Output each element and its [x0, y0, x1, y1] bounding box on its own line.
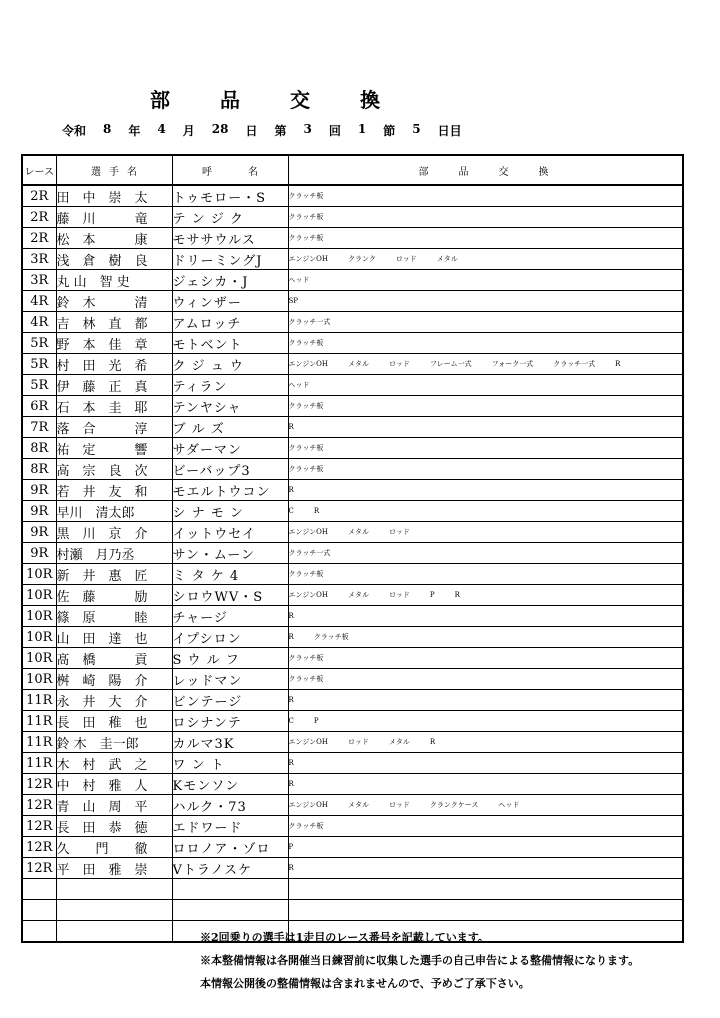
part-item: R — [288, 696, 294, 704]
rider-nickname: トゥモロー・S — [172, 185, 288, 207]
parts-cell — [288, 690, 683, 711]
header-char: 選 — [91, 166, 101, 178]
rider-nickname: サダーマン — [172, 438, 288, 459]
race-cell: 12R — [22, 858, 56, 879]
rider-name: 髙 橋 貢 — [56, 648, 172, 669]
parts-cell — [288, 753, 683, 774]
race-cell: 4R — [22, 291, 56, 312]
rider-name: 田 中 崇 太 — [56, 185, 172, 207]
table-row — [22, 480, 683, 501]
rider-name: 鈴 木 清 — [56, 291, 172, 312]
rider-name: 伊 藤 正 真 — [56, 375, 172, 396]
table-row — [22, 795, 683, 816]
header-char: 部 — [418, 166, 429, 178]
parts-cell — [288, 543, 683, 564]
table-header — [22, 155, 683, 185]
part-item: クラッチ板 — [288, 822, 324, 830]
parts-cell — [288, 606, 683, 627]
race-cell: 4R — [22, 312, 56, 333]
rider-nickname: モトベント — [172, 333, 288, 354]
rider-name: 久 門 徹 — [56, 837, 172, 858]
empty-cell — [22, 921, 56, 943]
part-item: クラッチ板 — [288, 234, 324, 242]
header-char: 名 — [127, 166, 137, 178]
part-item: R — [288, 612, 294, 620]
parts-cell — [288, 312, 683, 333]
rider-nickname: Vトラノスケ — [172, 858, 288, 879]
table-row — [22, 711, 683, 732]
rider-nickname: ジェシカ・J — [172, 270, 288, 291]
rider-name: 野 本 佳 章 — [56, 333, 172, 354]
rider-name: 鈴 木 圭一郎 — [56, 732, 172, 753]
empty-cell — [22, 879, 56, 900]
header-char: 呼 — [202, 166, 212, 178]
race-cell: 10R — [22, 585, 56, 606]
rider-nickname: レッドマン — [172, 669, 288, 690]
table-row — [22, 585, 683, 606]
part-item: R — [288, 486, 294, 494]
rider-nickname: シロウWV・S — [172, 585, 288, 606]
note-1: ※2回乗りの選手は1走目のレース番号を記載しています。 — [200, 931, 489, 944]
date-part: 8 — [103, 122, 112, 136]
rider-name: 長 田 恭 徳 — [56, 816, 172, 837]
parts-cell — [288, 711, 683, 732]
parts-cell — [288, 207, 683, 228]
table-row — [22, 816, 683, 837]
rider-name: 長 田 稚 也 — [56, 711, 172, 732]
parts-cell — [288, 732, 683, 753]
part-item: P — [429, 591, 435, 599]
header-name — [56, 155, 172, 185]
race-cell: 12R — [22, 837, 56, 858]
table-row — [22, 417, 683, 438]
part-item: R — [288, 759, 294, 767]
part-item: P — [288, 843, 294, 851]
parts-cell — [288, 501, 683, 522]
part-item: クラッチ板 — [288, 465, 324, 473]
title-char: 換 — [360, 88, 380, 112]
part-item: クラッチ板 — [288, 402, 324, 410]
race-cell: 6R — [22, 396, 56, 417]
table-row — [22, 774, 683, 795]
race-cell: 9R — [22, 501, 56, 522]
table-row — [22, 690, 683, 711]
parts-cell — [288, 480, 683, 501]
part-item: P — [313, 717, 319, 725]
part-item: エンジンOH — [288, 360, 328, 368]
parts-cell — [288, 185, 683, 207]
empty-cell — [56, 900, 172, 921]
rider-nickname: ワ ン ト — [172, 753, 288, 774]
part-item: クラッチ板 — [288, 192, 324, 200]
rider-name: 中 村 雅 人 — [56, 774, 172, 795]
rider-name: 高 宗 良 次 — [56, 459, 172, 480]
note-3: 本情報公開後の整備情報は含まれませんので、予めご了承下さい。 — [200, 977, 530, 990]
table-row — [22, 753, 683, 774]
rider-name: 桝 崎 陽 介 — [56, 669, 172, 690]
empty-cell — [288, 879, 683, 900]
empty-cell — [56, 879, 172, 900]
parts-cell — [288, 333, 683, 354]
parts-cell — [288, 669, 683, 690]
table-row — [22, 837, 683, 858]
rider-name: 落 合 淳 — [56, 417, 172, 438]
date-part: 28 — [211, 122, 229, 136]
empty-row — [22, 900, 683, 921]
table-row — [22, 228, 683, 249]
rider-name: 浅 倉 樹 良 — [56, 249, 172, 270]
table-row — [22, 249, 683, 270]
part-item: メタル — [388, 738, 410, 746]
part-item: R — [288, 633, 294, 641]
parts-cell — [288, 837, 683, 858]
part-item: クラッチ板 — [288, 213, 324, 221]
part-item: ロッド — [389, 360, 410, 368]
race-cell: 5R — [22, 354, 56, 375]
part-item: SP — [288, 297, 299, 305]
part-item: ロッド — [348, 738, 369, 746]
rider-name: 藤 川 竜 — [56, 207, 172, 228]
page-title — [150, 84, 380, 113]
race-cell: 10R — [22, 648, 56, 669]
date-part: 回 — [328, 124, 341, 138]
table-row — [22, 627, 683, 648]
table-row — [22, 375, 683, 396]
table-row — [22, 270, 683, 291]
rider-name: 吉 林 直 都 — [56, 312, 172, 333]
rider-name: 丸 山 智 史 — [56, 270, 172, 291]
rider-nickname: モササウルス — [172, 228, 288, 249]
part-item: クラッチ板 — [288, 339, 324, 347]
part-item: ロッド — [389, 528, 410, 536]
race-cell: 7R — [22, 417, 56, 438]
rider-nickname: アムロッチ — [172, 312, 288, 333]
parts-cell — [288, 774, 683, 795]
part-item: ヘッド — [288, 381, 310, 389]
parts-cell — [288, 270, 683, 291]
part-item: R — [288, 780, 294, 788]
rider-nickname: シ ナ モ ン — [172, 501, 288, 522]
race-cell: 10R — [22, 627, 56, 648]
rider-name: 平 田 雅 崇 — [56, 858, 172, 879]
table-row — [22, 669, 683, 690]
rider-name: 青 山 周 平 — [56, 795, 172, 816]
table-row — [22, 312, 683, 333]
race-cell: 3R — [22, 249, 56, 270]
race-cell: 12R — [22, 816, 56, 837]
rider-name: 祐 定 響 — [56, 438, 172, 459]
table-row — [22, 543, 683, 564]
race-cell: 10R — [22, 606, 56, 627]
date-part: 令和 — [62, 124, 87, 138]
race-cell: 10R — [22, 669, 56, 690]
rider-nickname: イプシロン — [172, 627, 288, 648]
date-part: 日目 — [437, 124, 462, 138]
parts-cell — [288, 858, 683, 879]
rider-nickname: テ ン ジ ク — [172, 207, 288, 228]
table-row — [22, 564, 683, 585]
rider-nickname: ブ ル ズ — [172, 417, 288, 438]
table-row — [22, 396, 683, 417]
parts-cell — [288, 249, 683, 270]
part-item: クラッチ板 — [288, 570, 324, 578]
table-row — [22, 522, 683, 543]
part-item: メタル — [348, 528, 369, 536]
part-item: フォーク一式 — [491, 360, 534, 368]
date-line — [62, 122, 462, 139]
rider-name: 若 井 友 和 — [56, 480, 172, 501]
rider-nickname: ロロノア・ゾロ — [172, 837, 288, 858]
table-row — [22, 606, 683, 627]
parts-cell — [288, 627, 683, 648]
rider-nickname: Kモンソン — [172, 774, 288, 795]
rider-nickname: カルマ3K — [172, 732, 288, 753]
rider-name: 新 井 惠 匠 — [56, 564, 172, 585]
part-item: C — [288, 507, 294, 515]
part-item: クラッチ板 — [288, 444, 324, 452]
rider-nickname: ロシナンテ — [172, 711, 288, 732]
date-part: 1 — [357, 122, 367, 136]
parts-cell — [288, 375, 683, 396]
race-cell: 5R — [22, 333, 56, 354]
rider-name: 黒 川 京 介 — [56, 522, 172, 543]
header-char: 交 — [498, 166, 509, 178]
table-row — [22, 185, 683, 207]
date-part: 日 — [245, 124, 258, 138]
part-item: クラッチ板 — [288, 654, 324, 662]
part-item: エンジンOH — [288, 255, 328, 263]
rider-nickname: サン・ムーン — [172, 543, 288, 564]
part-item: R — [313, 507, 320, 515]
table-row — [22, 438, 683, 459]
rider-nickname: ク ジ ュ ウ — [172, 354, 288, 375]
parts-cell — [288, 459, 683, 480]
table-row — [22, 333, 683, 354]
rider-name: 山 田 達 也 — [56, 627, 172, 648]
part-item: ヘッド — [288, 276, 310, 284]
rider-nickname: テンヤシャ — [172, 396, 288, 417]
date-part: 第 — [274, 124, 287, 138]
header-race: レース — [22, 155, 56, 185]
part-item: R — [454, 591, 460, 599]
part-item: メタル — [348, 360, 369, 368]
part-item: メタル — [436, 255, 458, 263]
parts-cell — [288, 816, 683, 837]
part-item: メタル — [348, 801, 369, 809]
empty-cell — [288, 900, 683, 921]
date-part: 節 — [383, 124, 396, 138]
parts-cell — [288, 648, 683, 669]
part-item: クラッチ板 — [288, 675, 324, 683]
empty-cell — [56, 921, 172, 943]
note-2: ※本整備情報は各開催当日練習前に収集した選手の自己申告による整備情報になります。 — [200, 954, 640, 967]
empty-cell — [22, 900, 56, 921]
part-item: C — [288, 717, 294, 725]
rider-nickname: ビンテージ — [172, 690, 288, 711]
table-row — [22, 732, 683, 753]
rider-name: 佐 藤 励 — [56, 585, 172, 606]
part-item: フレーム一式 — [429, 360, 472, 368]
title-char: 品 — [220, 88, 240, 112]
race-cell: 2R — [22, 207, 56, 228]
race-cell: 9R — [22, 522, 56, 543]
rider-nickname: モエルトウコン — [172, 480, 288, 501]
date-part: 3 — [303, 122, 312, 136]
rider-name: 村 田 光 希 — [56, 354, 172, 375]
race-cell: 10R — [22, 564, 56, 585]
parts-cell — [288, 228, 683, 249]
rider-nickname: ミ タ ケ 4 — [172, 564, 288, 585]
header-nickname — [172, 155, 288, 185]
part-item: クランク — [348, 255, 376, 263]
race-cell: 11R — [22, 753, 56, 774]
part-item: ヘッド — [498, 801, 520, 809]
part-item: R — [429, 738, 436, 746]
parts-cell — [288, 522, 683, 543]
table-row — [22, 291, 683, 312]
date-part: 年 — [128, 124, 141, 138]
parts-cell — [288, 564, 683, 585]
rider-name: 村瀬 月乃丞 — [56, 543, 172, 564]
race-cell: 12R — [22, 774, 56, 795]
race-cell: 11R — [22, 732, 56, 753]
rider-nickname: エドワード — [172, 816, 288, 837]
parts-cell — [288, 354, 683, 375]
date-part: 月 — [182, 124, 195, 138]
part-item: エンジンOH — [288, 528, 328, 536]
table-row — [22, 501, 683, 522]
empty-cell — [172, 879, 288, 900]
date-part: 4 — [157, 122, 166, 136]
empty-cell — [172, 900, 288, 921]
part-item: メタル — [348, 591, 369, 599]
race-cell: 2R — [22, 185, 56, 207]
rider-name: 木 村 武 之 — [56, 753, 172, 774]
part-item: エンジンOH — [288, 801, 328, 809]
header-char: 名 — [248, 166, 258, 178]
race-cell: 11R — [22, 690, 56, 711]
empty-row — [22, 879, 683, 900]
part-item: エンジンOH — [288, 591, 328, 599]
parts-cell — [288, 417, 683, 438]
parts-cell — [288, 291, 683, 312]
rider-name: 早川 清太郎 — [56, 501, 172, 522]
parts-cell — [288, 396, 683, 417]
part-item: クランクケース — [429, 801, 479, 809]
parts-cell — [288, 438, 683, 459]
part-item: クラッチ一式 — [288, 549, 331, 557]
rider-nickname: ビーバップ3 — [172, 459, 288, 480]
race-cell: 5R — [22, 375, 56, 396]
part-item: クラッチ板 — [313, 633, 349, 641]
rider-name: 松 本 康 — [56, 228, 172, 249]
part-item: クラッチ一式 — [553, 360, 596, 368]
rider-nickname: イットウセイ — [172, 522, 288, 543]
parts-cell — [288, 795, 683, 816]
parts-exchange-table — [21, 154, 684, 943]
rider-name: 篠 原 睦 — [56, 606, 172, 627]
rider-nickname: ハルク・73 — [172, 795, 288, 816]
table-row — [22, 207, 683, 228]
part-item: R — [288, 423, 294, 431]
rider-nickname: チャージ — [172, 606, 288, 627]
table-row — [22, 648, 683, 669]
table-row — [22, 354, 683, 375]
rider-nickname: ドリーミングJ — [172, 249, 288, 270]
header-char: 手 — [109, 166, 119, 178]
race-cell: 8R — [22, 459, 56, 480]
header-char: 品 — [458, 166, 469, 178]
header-char: 換 — [538, 166, 549, 178]
part-item: ロッド — [389, 591, 410, 599]
rider-nickname: S ウ ル フ — [172, 648, 288, 669]
parts-cell — [288, 585, 683, 606]
race-cell: 8R — [22, 438, 56, 459]
part-item: R — [288, 864, 294, 872]
part-item: R — [615, 360, 621, 368]
race-cell: 9R — [22, 543, 56, 564]
part-item: エンジンOH — [288, 738, 328, 746]
rider-nickname: ウィンザー — [172, 291, 288, 312]
race-cell: 9R — [22, 480, 56, 501]
part-item: ロッド — [389, 801, 410, 809]
part-item: クラッチ一式 — [288, 318, 331, 326]
race-cell: 3R — [22, 270, 56, 291]
rider-name: 永 井 大 介 — [56, 690, 172, 711]
rider-nickname: ティラン — [172, 375, 288, 396]
race-cell: 12R — [22, 795, 56, 816]
rider-name: 石 本 圭 耶 — [56, 396, 172, 417]
title-char: 部 — [150, 88, 170, 112]
race-cell: 11R — [22, 711, 56, 732]
date-part: 5 — [412, 122, 421, 136]
header-parts — [288, 155, 683, 185]
race-cell: 2R — [22, 228, 56, 249]
title-char: 交 — [290, 88, 310, 112]
part-item: ロッド — [395, 255, 417, 263]
table-row — [22, 858, 683, 879]
table-row — [22, 459, 683, 480]
